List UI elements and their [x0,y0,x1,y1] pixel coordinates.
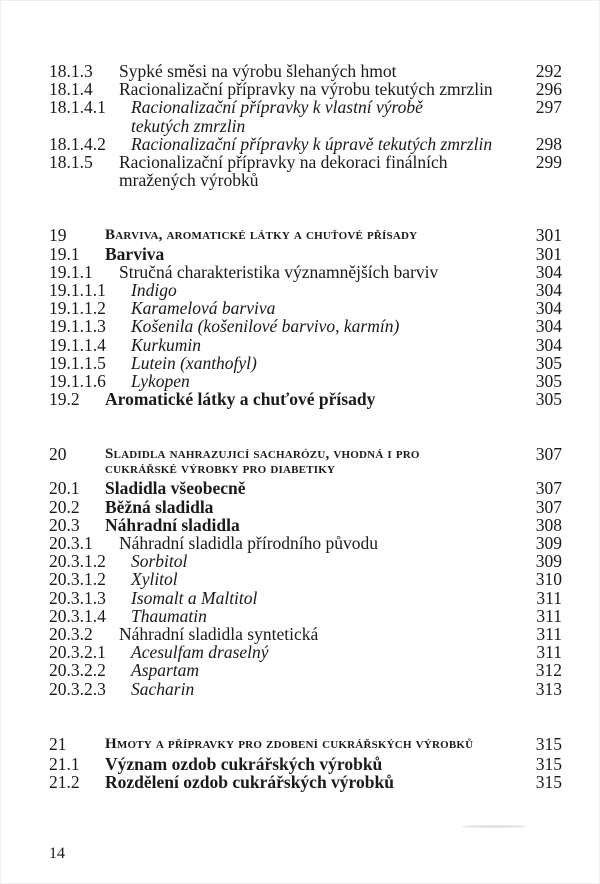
toc-chapter[interactable] [49,226,562,244]
page-ref: 298 [535,133,562,154]
toc-entry[interactable] [49,263,562,281]
toc-entry[interactable] [49,281,562,299]
spacer [49,189,562,226]
section-number: 19.1.1.1 [49,280,106,301]
toc-entry[interactable] [49,589,562,607]
table-of-contents [49,62,562,792]
page-ref: 310 [535,569,562,590]
page-ref: 304 [535,280,562,301]
toc-entry[interactable] [49,80,562,98]
section-number: 18.1.4 [49,79,93,100]
page-ref: 309 [535,533,562,554]
section-number: 20.3.2.3 [49,678,106,699]
section-number: 20.3.1 [49,533,93,554]
section-title: Aspartam [131,660,200,681]
section-number: 19.1.1.2 [49,298,106,319]
section-number: 19.1.1.6 [49,371,106,392]
page-ref: 313 [535,678,562,699]
chapter-number: 20 [49,444,67,465]
toc-entry[interactable] [49,62,562,80]
page-ref: 305 [535,352,562,373]
section-number: 19.1.1 [49,261,93,282]
section-title: Sorbitol [131,551,188,572]
page-ref: 312 [535,660,562,681]
page-ref: 304 [535,298,562,319]
page-ref: 297 [535,97,562,118]
section-number: 18.1.5 [49,152,93,173]
toc-entry[interactable] [49,245,562,263]
section-number: 19.1.1.3 [49,316,106,337]
page-ref: 305 [535,389,562,410]
section-number: 19.2 [49,389,80,410]
toc-entry[interactable] [49,773,562,791]
toc-entry[interactable] [49,390,562,408]
page-ref: 307 [535,478,562,499]
section-title: Isomalt a Maltitol [131,587,258,608]
section-title: Náhradní sladidla přírodního původu [119,533,379,554]
section-number: 20.3.2.2 [49,660,106,681]
chapter-number: 19 [49,225,67,246]
section-number: 21.1 [49,754,80,775]
section-number: 19.1 [49,243,80,264]
section-number: 19.1.1.4 [49,334,106,355]
section-title: Racionalizační přípravky na dekoraci finálních mražených výrobků [119,152,448,191]
toc-chapter[interactable] [49,735,562,753]
page-ref: 309 [535,551,562,572]
page-ref: 301 [535,243,562,264]
section-title: Acesulfam draselný [131,642,269,663]
chapter-title: Sladidla nahrazujicí sacharózu, vhodná i pro cukrářské výrobky pro diabetiky [105,446,420,478]
toc-chapter[interactable] [49,445,562,477]
spacer [49,698,562,735]
section-title: Běžná sladidla [105,496,214,517]
section-title: Košenila (košenilové barvivo, karmín) [131,316,400,337]
toc-entry[interactable] [49,317,562,335]
page-ref: 311 [536,642,562,663]
toc-entry[interactable] [49,135,562,153]
toc-entry[interactable] [49,625,562,643]
section-number: 18.1.3 [49,61,93,81]
page-ref: 308 [535,514,562,535]
section-title: Barviva [105,243,165,264]
toc-entry[interactable] [49,372,562,390]
section-title: Racionalizační přípravky k úpravě tekutých zmrzlin [131,133,493,154]
page-ref: 304 [535,334,562,355]
page-ref: 305 [535,371,562,392]
section-number: 20.3.1.2 [49,551,106,572]
section-title: Lykopen [131,371,190,392]
page-number: 14 [49,845,65,862]
section-title: Lutein (xanthofyl) [131,352,257,373]
section-number: 18.1.4.2 [49,133,106,154]
toc-entry[interactable] [49,299,562,317]
section-number: 20.1 [49,478,80,499]
toc-entry[interactable] [49,552,562,570]
toc-entry[interactable] [49,680,562,698]
page-ref: 307 [535,496,562,517]
section-title: Xylitol [131,569,178,590]
section-title: Karamelová barviva [131,298,276,319]
section-number: 20.3 [49,514,80,535]
section-title: Sypké směsi na výrobu šlehaných hmot [119,61,397,81]
section-number: 20.3.1.4 [49,605,106,626]
section-title: Náhradní sladidla syntetická [119,624,319,645]
chapter-number: 21 [49,733,67,754]
toc-entry[interactable] [49,98,562,134]
toc-entry[interactable] [49,607,562,625]
section-title: Rozdělení ozdob cukrářských výrobků [105,772,394,793]
section-title: Indigo [131,280,177,301]
page-ref: 299 [535,152,562,173]
section-title: Význam ozdob cukrářských výrobků [105,754,383,775]
section-number: 20.3.1.2 [49,569,106,590]
section-title: Kurkumin [131,334,201,355]
page-ref: 304 [535,316,562,337]
toc-entry[interactable] [49,153,562,189]
page-ref: 311 [536,605,562,626]
page-ref: 301 [535,225,562,246]
page-ref: 315 [535,772,562,793]
page-ref: 296 [535,79,562,100]
toc-entry[interactable] [49,534,562,552]
section-title: Thaumatin [131,605,207,626]
section-title: Aromatické látky a chuťové přísady [105,389,376,410]
toc-entry[interactable] [49,479,562,497]
page-ref: 304 [535,261,562,282]
toc-entry[interactable] [49,661,562,679]
spacer [49,408,562,445]
toc-entry[interactable] [49,643,562,661]
page-ref: 311 [536,624,562,645]
section-title: Sladidla všeobecně [105,478,246,499]
toc-entry[interactable] [49,570,562,588]
section-number: 20.3.2 [49,624,93,645]
section-number: 19.1.1.5 [49,352,106,373]
page-ref: 315 [535,733,562,754]
section-number: 20.3.1.3 [49,587,106,608]
page-ref: 307 [535,444,562,465]
page-ref: 311 [536,587,562,608]
page-ref: 292 [535,61,562,81]
section-title: Racionalizační přípravky na výrobu tekutých zmrzlin [119,79,493,100]
section-title: Stručná charakteristika významnějších barviv [119,261,439,282]
section-title: Sacharin [131,678,195,699]
toc-entry[interactable] [49,336,562,354]
chapter-title: Hmoty a přípravky pro zdobení cukrářských výrobků [105,735,474,752]
section-number: 20.3.2.1 [49,642,106,663]
chapter-title: Barviva, aromatické látky a chuťové přísady [105,227,418,244]
section-number: 20.2 [49,496,80,517]
toc-entry[interactable] [49,498,562,516]
section-title: Racionalizační přípravky k vlastní výrobě tekutých zmrzlin [131,97,423,136]
toc-entry[interactable] [49,755,562,773]
section-number: 18.1.4.1 [49,97,106,118]
section-number: 21.2 [49,772,80,793]
page-ref: 315 [535,754,562,775]
toc-entry[interactable] [49,354,562,372]
scan-smudge [462,825,526,828]
section-title: Náhradní sladidla [105,514,240,535]
toc-entry[interactable] [49,516,562,534]
